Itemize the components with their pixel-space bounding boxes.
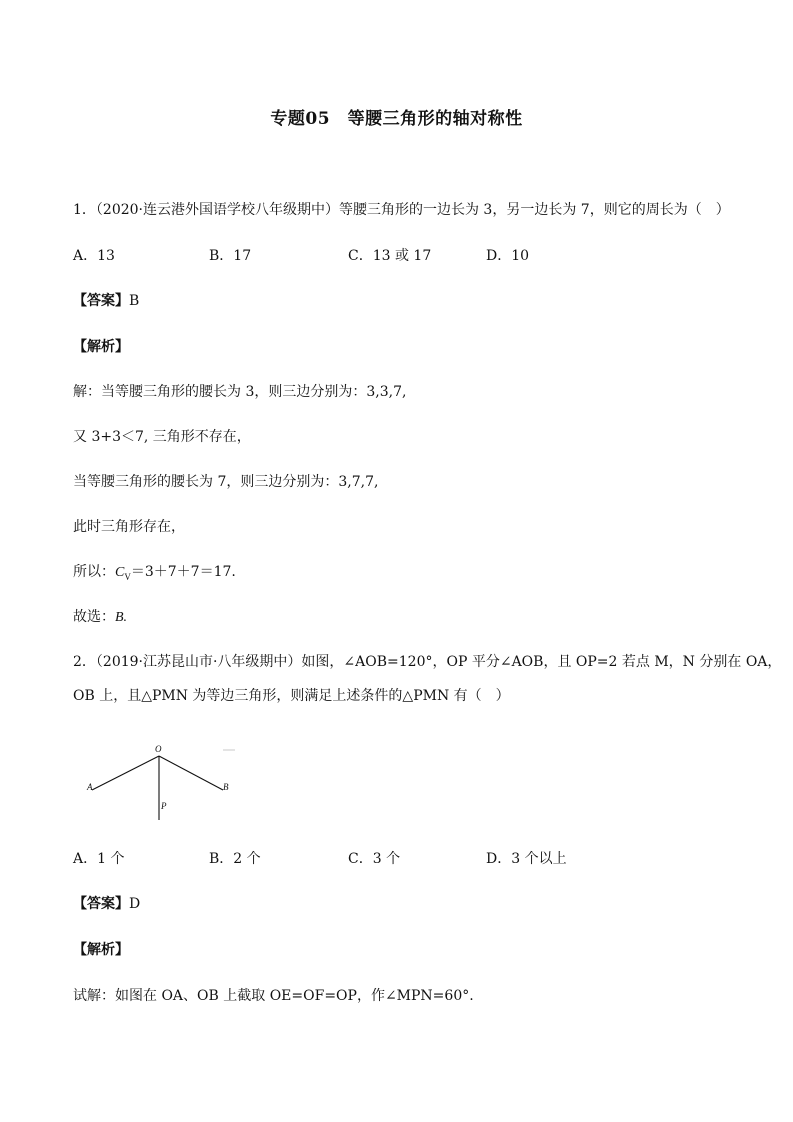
q2-stem-line-2: OB 上，且△PMN 为等边三角形，则满足上述条件的△PMN 有（ ）	[73, 688, 510, 704]
q1-option-c: C．13 或 17	[348, 248, 432, 264]
q2-option-d: D．3 个以上	[486, 851, 567, 867]
q1-analysis-line-1: 解：当等腰三角形的腰长为 3，则三边分别为：3,3,7,	[73, 384, 407, 400]
label-a: A	[87, 782, 93, 792]
q1-answer-value: B	[129, 293, 140, 309]
page-title: 专题05 等腰三角形的轴对称性	[270, 109, 523, 129]
q1-option-d: D．10	[486, 248, 530, 264]
q2-analysis-line-1: 试解：如图在 OA、OB 上截取 OE=OF=OP，作∠MPN=60°.	[73, 988, 474, 1004]
q2-option-a: A．1 个	[73, 851, 125, 867]
q1-perimeter-symbol	[115, 565, 131, 580]
q1-answer	[73, 291, 139, 311]
ray-oa	[92, 756, 159, 790]
q1-perimeter-prefix: 所以：	[73, 564, 115, 580]
q1-analysis-label: 【解析】	[73, 339, 129, 355]
label-b: B	[223, 782, 229, 792]
q1-analysis-line-4: 此时三角形存在，	[73, 519, 185, 535]
q2-option-b: B．2 个	[209, 851, 261, 867]
q1-choice-prefix: 故选：	[73, 609, 115, 625]
q1-option-a: A．13	[73, 248, 115, 264]
q2-answer-label: 【答案】	[73, 896, 129, 912]
label-p: P	[161, 801, 167, 811]
q2-stem-line-1: 2．（2019·江苏昆山市·八年级期中）如图，∠AOB=120°，OP 平分∠AOB，且 OP=2 若点 M，N 分别在 OA，	[73, 654, 782, 670]
ray-ob	[159, 756, 223, 790]
q1-option-b: B．17	[209, 248, 252, 264]
q1-perimeter-c: C	[115, 565, 125, 580]
q1-perimeter-rest: ＝3＋7＋7＝17.	[130, 564, 236, 580]
q1-perimeter-sub: V	[124, 571, 131, 582]
q2-answer	[73, 894, 140, 914]
q2-analysis-label: 【解析】	[73, 942, 129, 958]
q2-answer-value: D	[129, 896, 141, 912]
q1-stem: 1．（2020·连云港外国语学校八年级期中）等腰三角形的一边长为 3，另一边长为 7，则它的周长为（ ）	[73, 202, 730, 218]
q1-analysis-line-2: 又 3+3＜7, 三角形不存在，	[73, 429, 251, 445]
label-o: O	[155, 744, 162, 754]
q2-figure	[80, 738, 250, 828]
q1-answer-label: 【答案】	[73, 293, 129, 309]
q1-choice-value: B.	[115, 610, 128, 625]
q1-perimeter-line	[73, 562, 236, 587]
q2-option-c: C．3 个	[348, 851, 401, 867]
q1-analysis-line-3: 当等腰三角形的腰长为 7，则三边分别为：3,7,7,	[73, 474, 379, 490]
q1-choice-line	[73, 607, 127, 628]
